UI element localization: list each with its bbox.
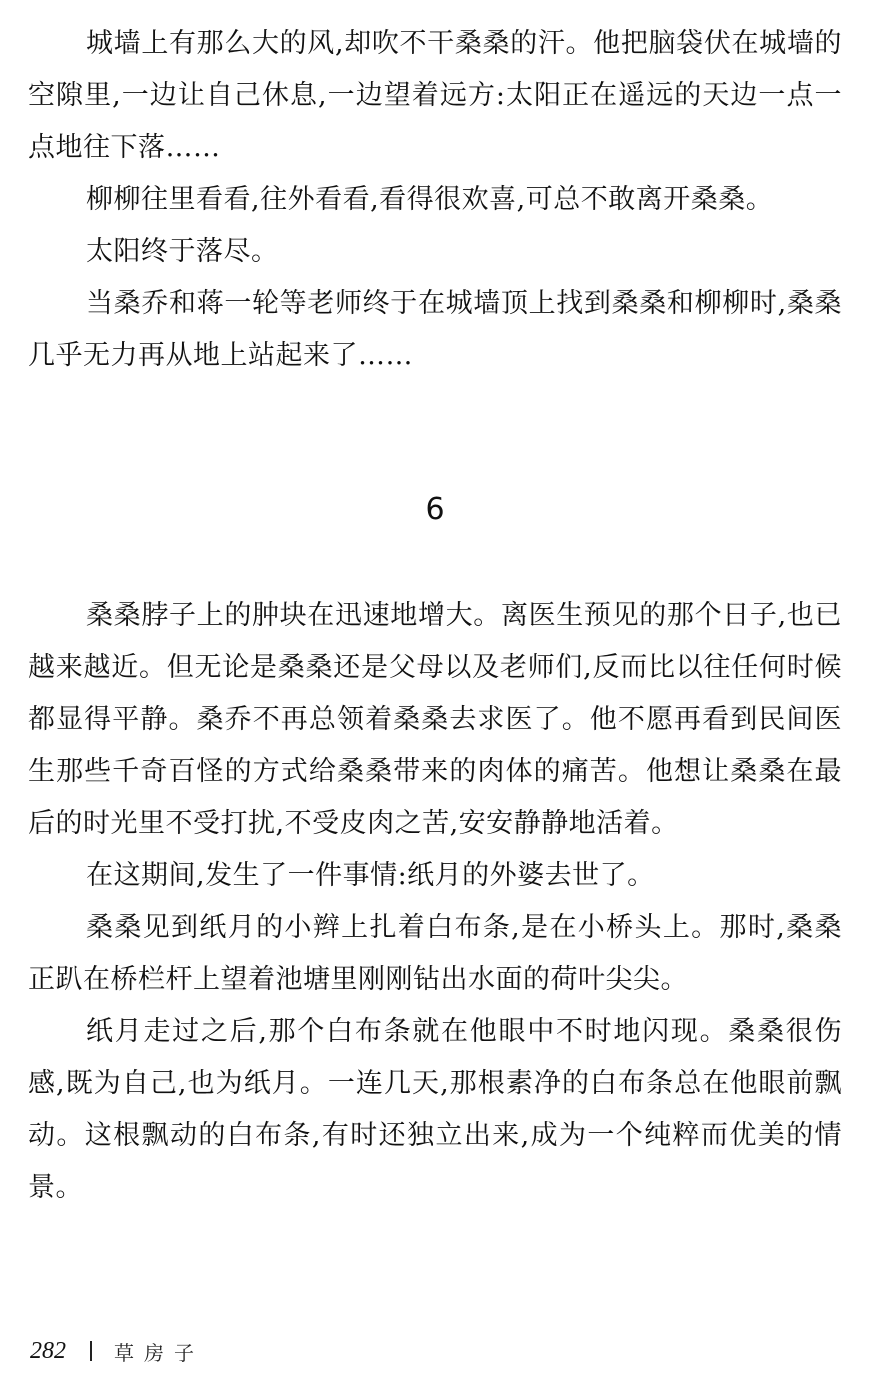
page-number: 282	[30, 1337, 66, 1364]
page-footer	[30, 1334, 204, 1368]
chapter-number: 6	[425, 492, 445, 527]
paragraph: 柳柳往里看看,往外看看,看得很欢喜,可总不敢离开桑桑。	[86, 184, 774, 215]
book-title: 草房子	[114, 1340, 204, 1365]
text-block-chapter-body	[28, 590, 842, 1214]
paragraph: 桑桑脖子上的肿块在迅速地增大。离医生预见的那个日子,也已越来越近。但无论是桑桑还是父母以及老师们,反而比以往任何时候都显得平静。桑乔不再总领着桑桑去求医了。他不愿再看到民间医生那些千奇百怪的方式给桑桑带来的肉体的痛苦。他想让桑桑在最后的时光里不受打扰,不受皮肉之苦,安安静静地活着。	[28, 600, 842, 839]
footer-divider	[90, 1341, 92, 1361]
paragraph: 城墙上有那么大的风,却吹不干桑桑的汗。他把脑袋伏在城墙的空隙里,一边让自己休息,一边望着远方:太阳正在遥远的天边一点一点地往下落……	[28, 28, 842, 163]
paragraph: 当桑乔和蒋一轮等老师终于在城墙顶上找到桑桑和柳柳时,桑桑几乎无力再从地上站起来了……	[28, 288, 842, 371]
paragraph: 纸月走过之后,那个白布条就在他眼中不时地闪现。桑桑很伤感,既为自己,也为纸月。一连几天,那根素净的白布条总在他眼前飘动。这根飘动的白布条,有时还独立出来,成为一个纯粹而优美的情景。	[28, 1016, 842, 1203]
paragraph: 太阳终于落尽。	[86, 236, 279, 267]
paragraph: 桑桑见到纸月的小辫上扎着白布条,是在小桥头上。那时,桑桑正趴在桥栏杆上望着池塘里刚刚钻出水面的荷叶尖尖。	[28, 912, 842, 995]
text-block-before-chapter	[28, 18, 842, 382]
paragraph: 在这期间,发生了一件事情:纸月的外婆去世了。	[86, 860, 655, 891]
